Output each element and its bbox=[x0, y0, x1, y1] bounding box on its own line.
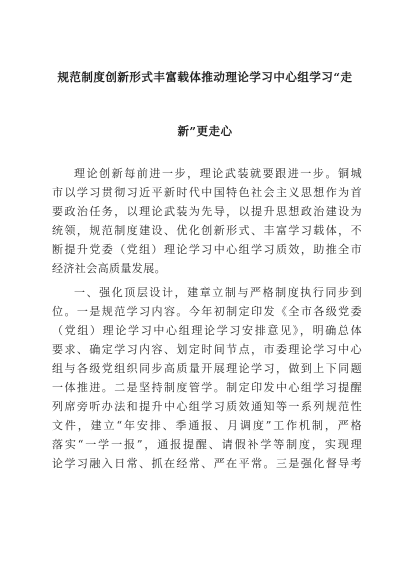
paragraph-2-line-6: 一体推进。二是坚持制度管学。制定印发中心组学习提醒 bbox=[52, 381, 362, 394]
paragraph-2-line-2: 位。一是规范学习内容。今年初制定印发《全市各级党委 bbox=[52, 305, 362, 318]
paragraph-1-line-4: 统领，规范制度建设、优化创新形式、丰富学习载体，不 bbox=[52, 224, 362, 237]
paragraph-1-line-5: 断提升党委（党组）理论学习中心组学习质效，助推全市 bbox=[52, 243, 362, 256]
paragraph-1-line-1: 理论创新每前进一步，理论武装就要跟进一步。铜城 bbox=[74, 167, 362, 180]
document-title-line-2: 新”更走心 bbox=[177, 124, 233, 138]
paragraph-2-line-1: 一、强化顶层设计，建章立制与严格制度执行同步到 bbox=[74, 286, 362, 299]
paragraph-2-line-5: 组与各级党组织同步高质量开展理论学习，做到上下同题 bbox=[52, 362, 362, 375]
paragraph-2-line-4: 要求、确定学习内容、划定时间节点，市委理论学习中心 bbox=[52, 343, 362, 356]
paragraph-2-line-3: （党组）理论学习中心组理论学习安排意见》，明确总体 bbox=[52, 324, 362, 337]
paragraph-2-line-9: 落实“一学一报”，通报提醒、请假补学等制度，实现理 bbox=[52, 438, 362, 451]
paragraph-2-line-7: 列席旁听办法和提升中心组学习质效通知等一系列规范性 bbox=[52, 400, 362, 413]
paragraph-1-line-2: 市以学习贯彻习近平新时代中国特色社会主义思想作为首 bbox=[52, 186, 362, 199]
document-title-line-1: 规范制度创新形式丰富载体推动理论学习中心组学习“走 bbox=[57, 70, 353, 84]
paragraph-2-line-8: 文件，建立“年安排、季通报、月调度”工作机制，严格 bbox=[52, 419, 362, 432]
paragraph-1-line-3: 要政治任务，以理论武装为先导，以提升思想政治建设为 bbox=[52, 205, 362, 218]
paragraph-2-line-10: 论学习融入日常、抓在经常、严在平常。三是强化督导考 bbox=[52, 457, 362, 470]
paragraph-1-line-6: 经济社会高质量发展。 bbox=[52, 262, 166, 275]
